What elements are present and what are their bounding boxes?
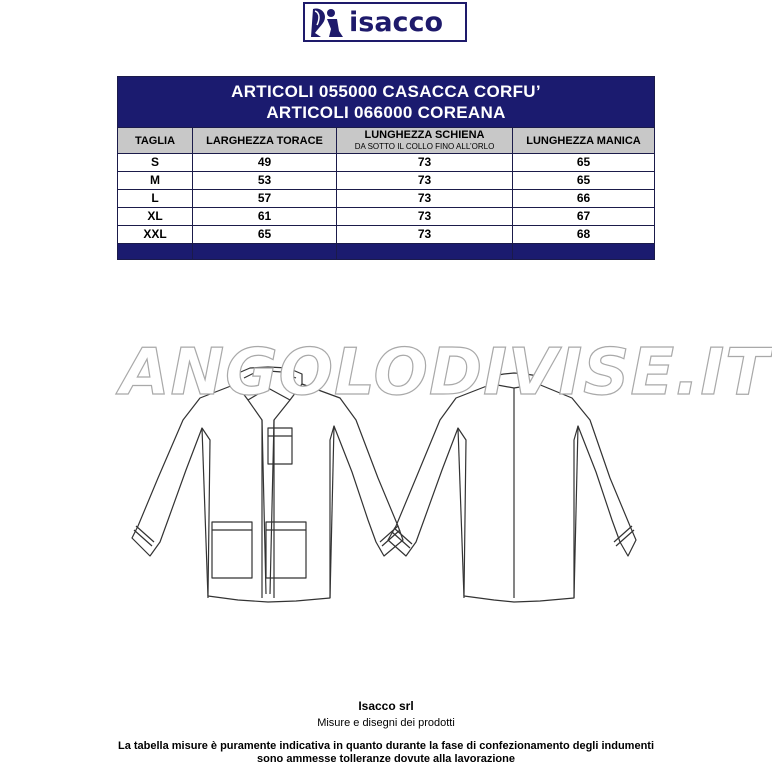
cell-schiena: 73	[337, 226, 513, 244]
logo-text: isacco	[349, 6, 444, 38]
cell-torace: 57	[193, 190, 337, 208]
header-taglia: TAGLIA	[118, 128, 193, 154]
cell-taglia: L	[118, 190, 193, 208]
cell-schiena: 73	[337, 208, 513, 226]
cell-schiena: 73	[337, 154, 513, 172]
cell-manica: 65	[513, 172, 655, 190]
table-title-line-1: ARTICOLI 055000 CASACCA CORFU’	[231, 82, 541, 101]
cell-taglia: S	[118, 154, 193, 172]
watermark-text: ANGOLODIVISE.IT	[120, 336, 770, 410]
company-name: Isacco srl	[358, 699, 414, 713]
header-larghezza-torace: LARGHEZZA TORACE	[193, 128, 337, 154]
cell-schiena: 73	[337, 190, 513, 208]
cell-torace: 49	[193, 154, 337, 172]
cell-torace: 53	[193, 172, 337, 190]
header-lunghezza-schiena-label: LUNGHEZZA SCHIENA	[364, 128, 485, 141]
cell-schiena: 73	[337, 172, 513, 190]
disclaimer-line-2: sono ammesse tolleranze dovute alla lavorazione	[257, 753, 515, 765]
cell-manica: 67	[513, 208, 655, 226]
cell-torace: 65	[193, 226, 337, 244]
header-lunghezza-schiena-note: DA SOTTO IL COLLO FINO ALL’ORLO	[354, 141, 495, 151]
cell-taglia: M	[118, 172, 193, 190]
cell-manica: 65	[513, 154, 655, 172]
cell-manica: 68	[513, 226, 655, 244]
disclaimer-line-1: La tabella misure è puramente indicativa in quanto durante la fase di confezionamento degli indumenti	[117, 740, 655, 752]
cell-taglia: XL	[118, 208, 193, 226]
cell-manica: 66	[513, 190, 655, 208]
cell-torace: 61	[193, 208, 337, 226]
footer-subtitle: Misure e disegni dei prodotti	[317, 717, 455, 729]
table-title-line-2: ARTICOLI 066000 COREANA	[266, 103, 506, 122]
header-lunghezza-manica: LUNGHEZZA MANICA	[513, 128, 655, 154]
cell-taglia: XXL	[118, 226, 193, 244]
